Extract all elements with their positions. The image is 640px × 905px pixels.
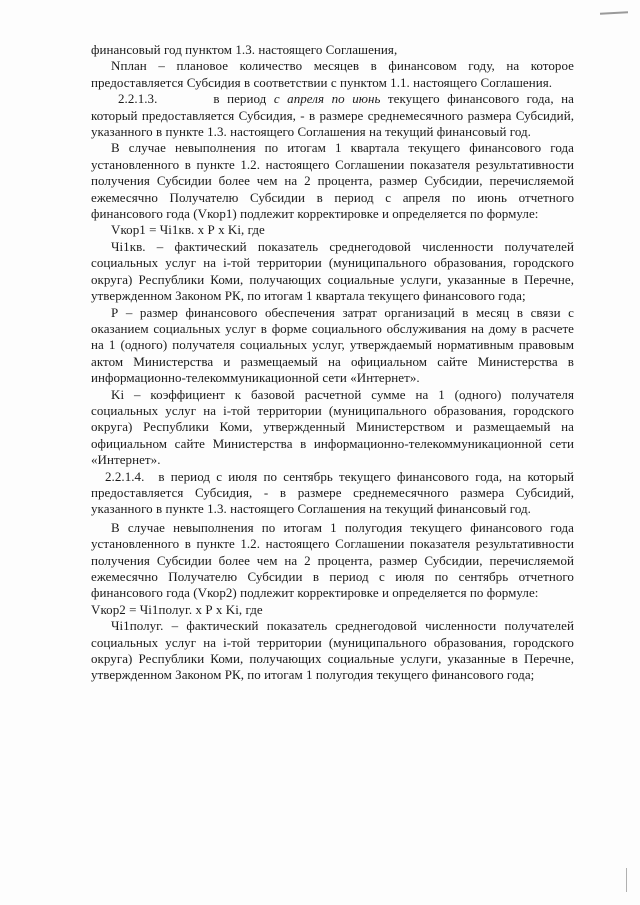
clause-number: 2.2.1.3. <box>118 91 158 107</box>
paragraph-q1-correction: В случае невыполнения по итогам 1 квартала текущего финансового года установленного в пункте 1.2. настоящего Соглашении показателя результативности получения Субсидии более чем на 2 процента, размер Субсидии, перечисляемой ежемесячно Получателю Субсидии в период с апреля по июнь отчетного финансового года (Vкор1) подлежит корректировке и определяется по формуле: <box>91 140 574 222</box>
paragraph-2-2-1-4 <box>91 469 574 518</box>
paragraph-p-definition: Р – размер финансового обеспечения затрат организаций в месяц в связи с оказанием социальных услуг в форме социального обслуживания на дому в расчете на 1 (одного) получателя социальных услуг, утверждаемый нормативным правовым актом Министерства и размещаемый на официальном сайте Министерства в информационно-телекоммуникационной сети «Интернет». <box>91 304 574 386</box>
clause-rest: в период с июля по сентябрь текущего финансового года, на который предоставляется Субсидия, - в размере среднемесячного размера Субсидий, указанного в пункте 1.3. настоящего Соглашения на текущий финансовый год. <box>91 468 574 517</box>
paragraph-nplan-definition: Nплан – плановое количество месяцев в финансовом году, на которое предоставляется Субсидия в соответствии с пунктом 1.1. настоящего Соглашения. <box>91 58 574 90</box>
paragraph-continuation: финансовый год пунктом 1.3. настоящего Соглашения, <box>91 42 398 57</box>
paragraph-chi1polug-definition: Чi1полуг. – фактический показатель среднегодовой численности получателей социальных услуг на i-той территории (муниципального образования, городского округа) Республики Коми, получающих социальные услуги, указанные в Перечне, утвержденном Законом РК, по итогам 1 полугодия текущего финансового года; <box>91 618 574 683</box>
scan-corner-mark <box>600 11 628 14</box>
clause-period-italic: с апреля по июнь <box>273 91 381 107</box>
document-body <box>91 42 574 684</box>
clause-number: 2.2.1.4. <box>105 468 145 484</box>
scan-edge-mark <box>626 868 627 892</box>
clause-lead: в период <box>213 91 274 107</box>
clause-rest: текущего финансового года, на который предоставляется Субсидия, - в размере среднемесячного размера Субсидий, указанного в пункте 1.3. настоящего Соглашения на текущий финансовый год. <box>91 91 574 140</box>
formula-vkor2: Vкор2 = Чi1полуг. х Р х Ki, где <box>91 601 263 617</box>
paragraph-ki-definition: Ki – коэффициент к базовой расчетной сумме на 1 (одного) получателя социальных услуг на i-той территории (муниципального образования, городского округа) Республики Коми, утвержденный Министерством и размещаемый на официальном сайте Министерства в информационно-телекоммуникационной сети «Интернет». <box>91 386 574 468</box>
formula-vkor1: Vкор1 = Чi1кв. х Р х Ki, где <box>111 222 265 238</box>
paragraph-chi1kv-definition: Чi1кв. – фактический показатель среднегодовой численности получателей социальных услуг на i-той территории (муниципального образования, городского округа) Республики Коми, получающих социальные услуги, указанные в Перечне, утвержденном Законом РК, по итогам 1 квартала текущего финансового года; <box>91 238 574 304</box>
paragraph-2-2-1-3 <box>91 91 574 140</box>
paragraph-half-year-correction: В случае невыполнения по итогам 1 полугодия текущего финансового года установленного в пункте 1.2. настоящего Соглашении показателя результативности получения Субсидии более чем на 2 процента, размер Субсидии, перечисляемой ежемесячно Получателю Субсидии в период с июля по сентябрь отчетного финансового года (Vкор2) подлежит корректировке и определяется по формуле: <box>91 519 574 601</box>
